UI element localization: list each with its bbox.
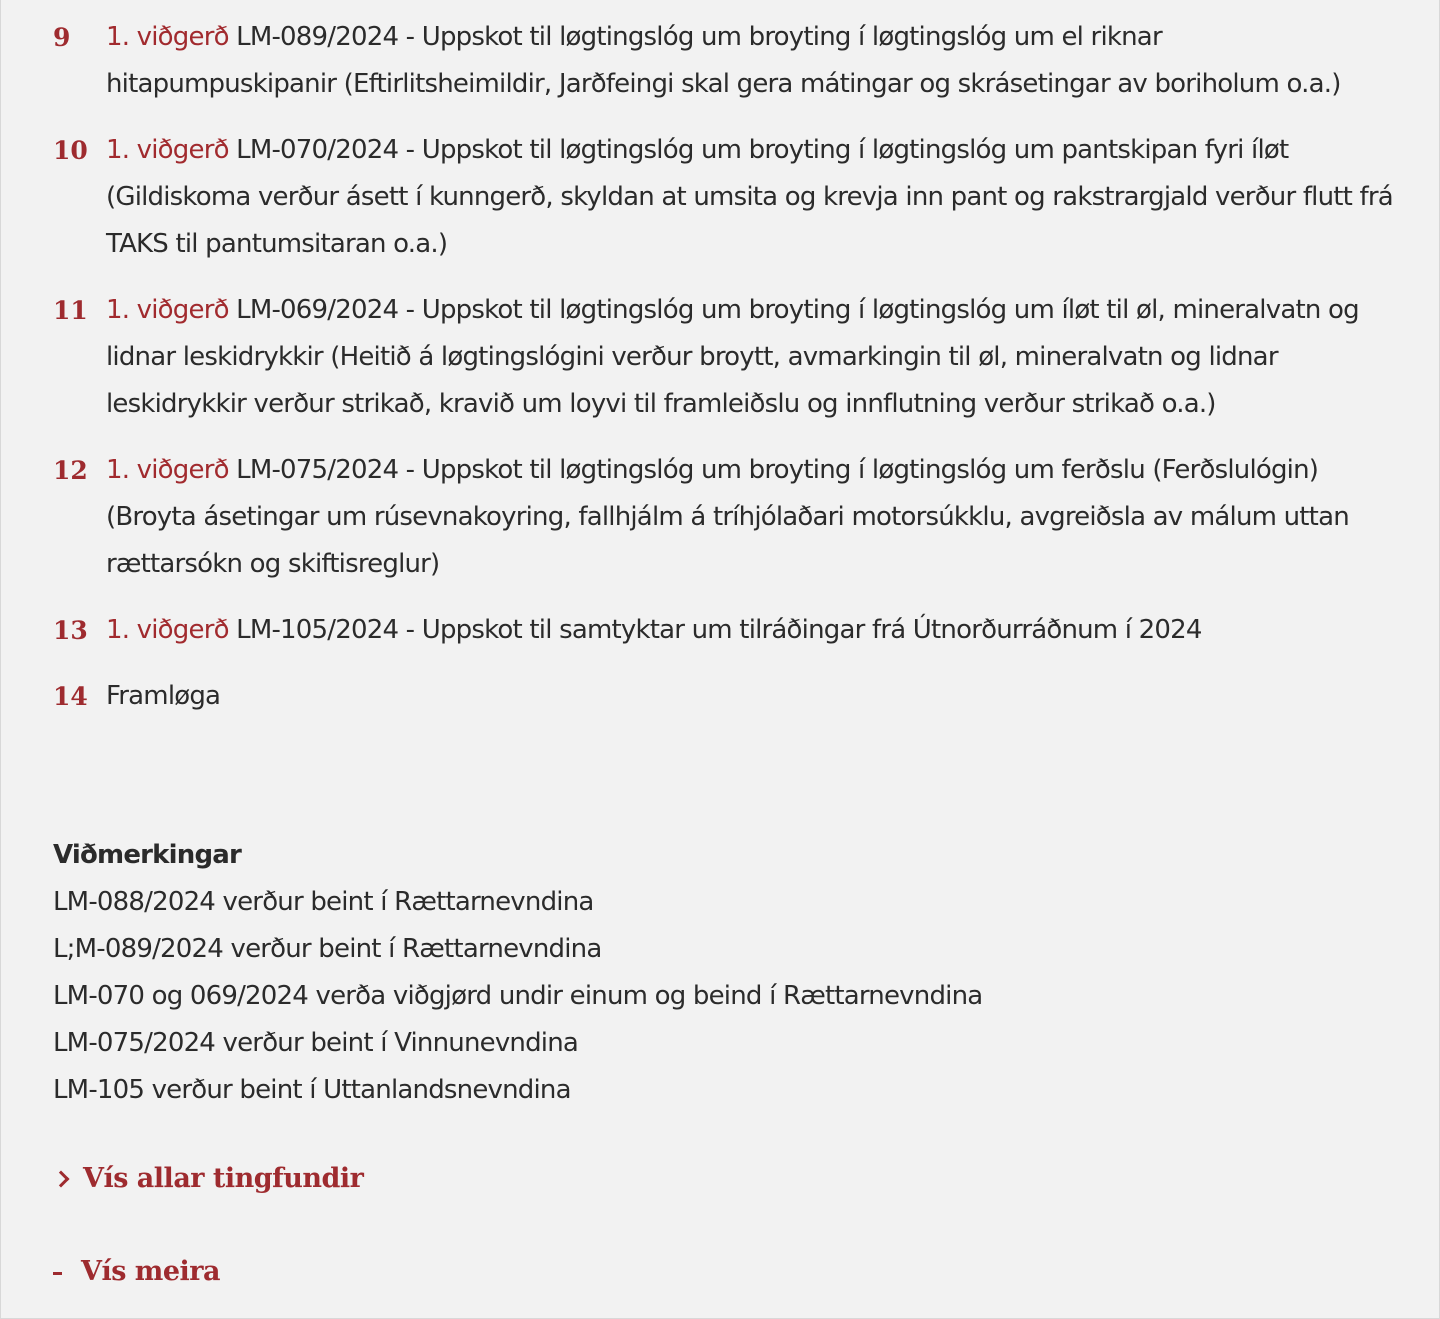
- agenda-list: [53, 14, 1393, 739]
- agenda-item-13: [53, 607, 1393, 654]
- item-text: [106, 127, 1393, 268]
- note-line: LM-070 og 069/2024 verða viðgjørd undir einum og beind í Rættarnevndina: [53, 981, 983, 1011]
- item-number: 14: [53, 682, 88, 711]
- item-text: [106, 607, 1393, 654]
- item-number: 11: [53, 296, 88, 325]
- show-more-toggle[interactable]: [53, 1249, 220, 1295]
- agenda-item-9: [53, 14, 1393, 108]
- item-number: 10: [53, 136, 88, 165]
- agenda-item-11: [53, 287, 1393, 428]
- note-line: LM-075/2024 verður beint í Vinnunevndina: [53, 1028, 579, 1058]
- notes-section: [53, 832, 1393, 1114]
- item-number: 13: [53, 616, 88, 645]
- item-description: LM-069/2024 - Uppskot til løgtingslóg um broyting í løgtingslóg um íløt til øl, mineralvatn og lidnar leskidrykkir (Heitið á løgtingslógini verður broytt, avmarkingin til øl, mineralvatn og lidnar leskidrykkir verður strikað, kravið um loyvi til framleiðslu og innflutning verður strikað o.a.): [106, 295, 1359, 419]
- show-all-label: Vís allar tingfundir: [83, 1163, 364, 1194]
- item-description: LM-089/2024 - Uppskot til løgtingslóg um broyting í løgtingslóg um el riknar hitapumpuskipanir (Eftirlitsheimildir, Jarðfeingi skal gera mátingar og skrásetingar av boriholum o.a.): [106, 22, 1341, 99]
- item-number: 12: [53, 456, 88, 485]
- reading-link[interactable]: 1. viðgerð: [106, 615, 229, 645]
- note-line: LM-105 verður beint í Uttanlandsnevndina: [53, 1075, 571, 1105]
- agenda-item-10: [53, 127, 1393, 268]
- item-description: Framløga: [106, 681, 221, 711]
- item-description: LM-070/2024 - Uppskot til løgtingslóg um broyting í løgtingslóg um pantskipan fyri íløt (Gildiskoma verður ásett í kunngerð, skyldan at umsita og krevja inn pant og rakstrargjald verður flutt frá TAKS til pantumsitaran o.a.): [106, 135, 1393, 259]
- item-text: [106, 447, 1393, 588]
- reading-link[interactable]: 1. viðgerð: [106, 22, 229, 52]
- chevron-right-icon: [53, 1171, 70, 1188]
- reading-link[interactable]: 1. viðgerð: [106, 135, 229, 165]
- item-description: LM-105/2024 - Uppskot til samtyktar um tilráðingar frá Útnorðurráðnum í 2024: [228, 615, 1202, 645]
- item-description: LM-075/2024 - Uppskot til løgtingslóg um broyting í løgtingslóg um ferðslu (Ferðslulógin) (Broyta ásetingar um rúsevnakoyring, fallhjálm á tríhjólaðari motorsúkklu, avgreiðsla av málum uttan rættarsókn og skiftisreglur): [106, 455, 1349, 579]
- item-text: [106, 14, 1393, 108]
- note-line: LM-088/2024 verður beint í Rættarnevndina: [53, 887, 594, 917]
- agenda-item-12: [53, 447, 1393, 588]
- minus-icon: [53, 1272, 62, 1275]
- agenda-item-14: [53, 673, 1393, 720]
- note-line: L;M-089/2024 verður beint í Rættarnevndina: [53, 934, 602, 964]
- item-number: 9: [53, 23, 71, 52]
- show-all-meetings-link[interactable]: [53, 1156, 363, 1202]
- reading-link[interactable]: 1. viðgerð: [106, 455, 229, 485]
- reading-link[interactable]: 1. viðgerð: [106, 295, 229, 325]
- item-text: [106, 287, 1393, 428]
- show-more-label: Vís meira: [81, 1256, 221, 1287]
- notes-title: Viðmerkingar: [53, 840, 242, 870]
